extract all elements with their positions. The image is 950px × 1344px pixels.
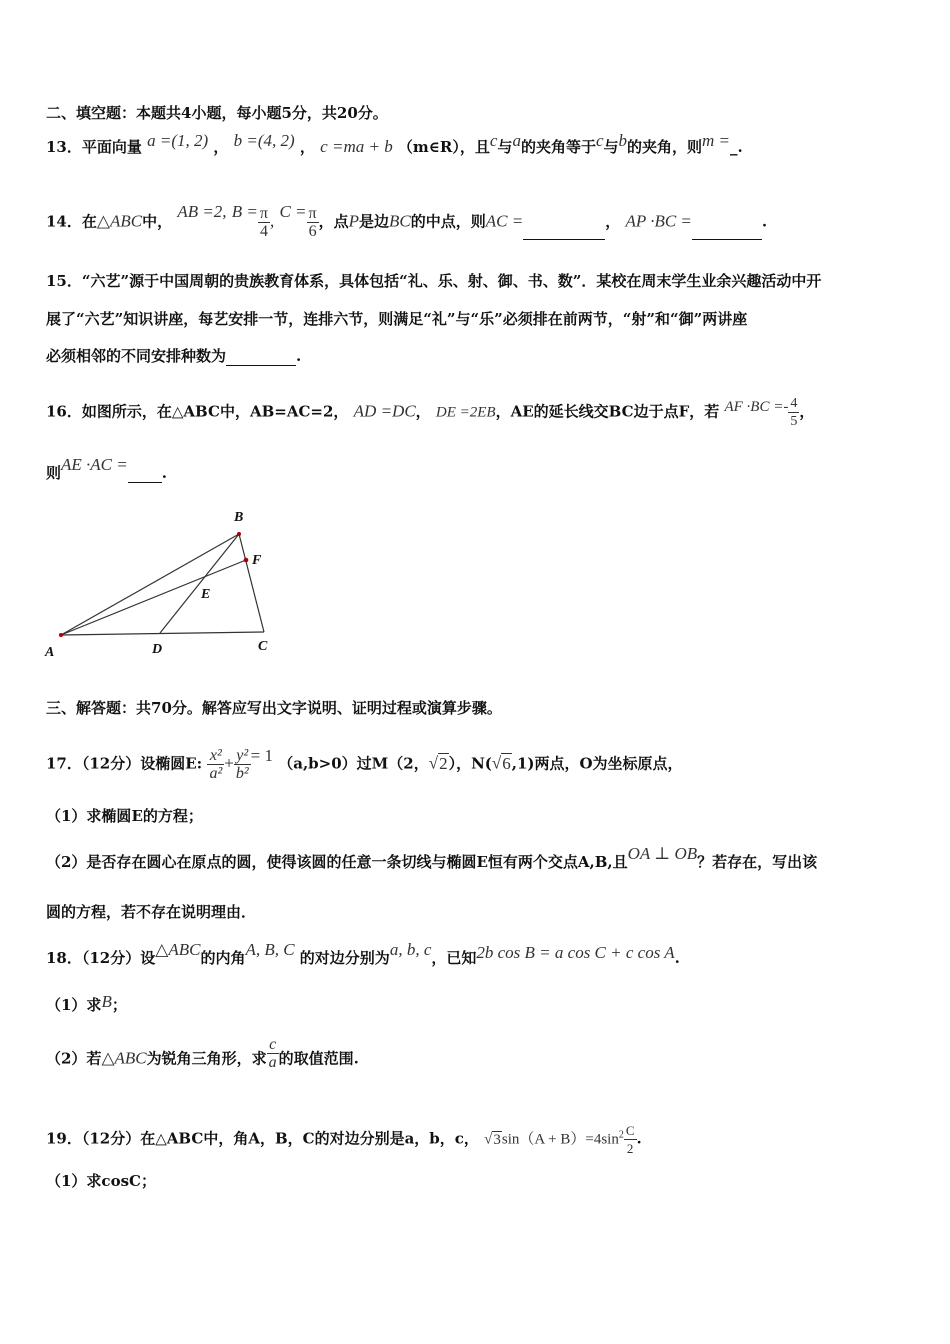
- point-a: [59, 633, 63, 637]
- question-15-line-1: 15．“六艺”源于中国周朝的贵族教育体系，具体包括“礼、乐、射、御、书、数”．某校在周末学生业余兴趣活动中开: [46, 272, 822, 290]
- question-17-part-2-cont: 圆的方程，若不存在说明理由．: [46, 903, 257, 921]
- question-15-line-2: 展了“六艺”知识讲座，每艺安排一节，连排六节，则满足“礼”与“乐”必须排在前两节，“射”和“御”两讲座: [46, 310, 748, 328]
- question-16: 16．如图所示，在△ABC中，AB=AC=2， AD =DC， DE =2EB，AE的延长线交BC边于点F，若 AF ·BC =- $\frac{4}{5}$ ，: [46, 396, 815, 429]
- question-17-part-2: （2）是否存在圆心在原点的圆，使得该圆的任意一条切线与椭圆E恒有两个交点A,B,且OA ⊥ OB？若存在，写出该: [46, 844, 818, 871]
- segment-ac: [61, 632, 264, 635]
- question-18-part-2: （2）若△ABC为锐角三角形，求 $\frac{c}{a}$ 的取值范围.: [46, 1036, 359, 1071]
- segment-bc: [239, 534, 264, 632]
- question-19-part-1: （1）求cosC；: [46, 1172, 156, 1190]
- label-b: B: [234, 510, 244, 525]
- point-b: [237, 532, 241, 536]
- question-17-part-1: （1）求椭圆E的方程；: [46, 807, 203, 825]
- segment-db: [160, 534, 239, 633]
- label-f: F: [252, 553, 262, 568]
- segment-af: [61, 560, 246, 635]
- point-f: [244, 558, 249, 563]
- label-d: D: [152, 642, 163, 657]
- question-13: 13．平面向量 a =(1, 2) ， b =(4, 2) ， c =ma + b （m∈R），且c与a的夹角等于c与b的夹角，则m =_.: [46, 131, 743, 156]
- question-17: 17．（12分）设椭圆E: $\frac{\text{x²}}{\text{a²}}$ + $\frac{\text{y²}}{\text{b²}}$ = 1 （a,b>0）过M（2，√2），N(√6,1)两点，O为坐标原点，: [46, 745, 683, 782]
- question-14: 14．在△ABC中， AB =2, B = $\frac{\pi}{4}$ , C = $\frac{\pi}{6}$ ，点P是边BC的中点，则AC = ， AP ·BC = .: [46, 201, 768, 240]
- label-c: C: [258, 639, 268, 654]
- question-16-answer-line: 则AE ·AC = .: [46, 455, 167, 482]
- section-2-heading: 二、填空题：本题共4小题，每小题5分，共20分。: [46, 104, 388, 122]
- section-3-heading: 三、解答题：共70分。解答应写出文字说明、证明过程或演算步骤。: [46, 699, 502, 717]
- question-18: 18．（12分）设△ABC的内角A, B, C 的对边分别为a, b, c，已知2b cos B = a cos C + c cos A.: [46, 940, 680, 967]
- segment-ab: [61, 534, 239, 635]
- question-19: 19．（12分）在△ABC中，角A，B，C的对边分别是a，b，c， $√3\sin(A + B)=4\sin^2$ $\frac{C}{2}$ .: [46, 1123, 642, 1156]
- question-15-line-3: 必须相邻的不同安排种数为 .: [46, 347, 302, 365]
- triangle-figure: [40, 500, 290, 665]
- label-e: E: [201, 587, 211, 602]
- label-a: A: [45, 645, 55, 660]
- question-18-part-1: （1）求B；: [46, 992, 127, 1014]
